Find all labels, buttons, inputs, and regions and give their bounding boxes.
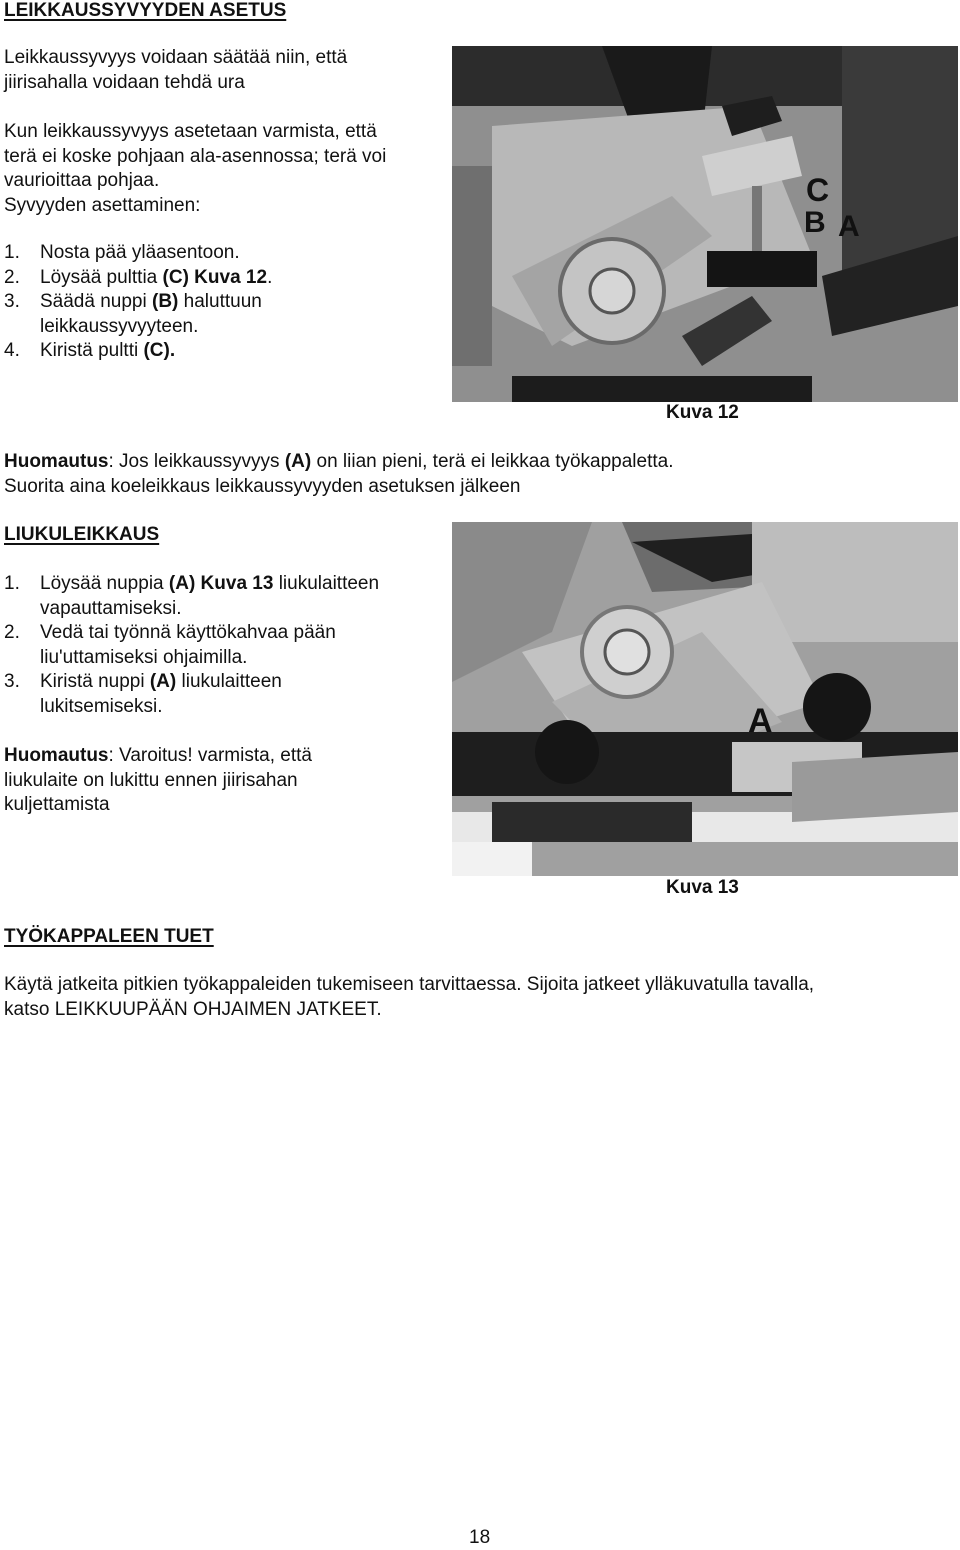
- figure-12-caption: Kuva 12: [666, 402, 739, 423]
- figure-13-label-a: A: [748, 702, 773, 740]
- figure-13-photo: [452, 522, 958, 876]
- section-heading-supports: TYÖKAPPALEEN TUET: [4, 926, 214, 947]
- section-heading-depth: LEIKKAUSSYVYYDEN ASETUS: [4, 0, 287, 21]
- section-heading-sliding: LIUKULEIKKAUS: [4, 524, 160, 545]
- depth-note: Huomautus: Jos leikkaussyvyys (A) on liian pieni, terä ei leikkaa työkappaletta. Suorita aina koeleikkaus leikkaussyvyyden asetuksen jälkeen: [4, 451, 674, 497]
- figure-13-caption: Kuva 13: [666, 877, 739, 898]
- figure-12-label-b: B: [804, 206, 826, 239]
- supports-text: Käytä jatkeita pitkien työkappaleiden tukemiseen tarvittaessa. Sijoita jatkeet ylläkuvatulla tavalla, katso LEIKKUUPÄÄN OHJAIMEN JATKEET.: [4, 974, 815, 1020]
- figure-12-label-a: A: [838, 210, 860, 243]
- depth-info: Kun leikkaussyvyys asetetaan varmista, että terä ei koske pohjaan ala-asennossa; terä voi vaurioittaa pohjaa. Syvyyden asettaminen:: [4, 120, 386, 218]
- depth-steps-list: 1. Nosta pää yläasentoon. 2. Löysää pulttia (C) Kuva 12. 3. Säädä nuppi (B) haluttuun leikkaussyvyyteen. 4. Kiristä pultti (C).: [4, 242, 273, 361]
- figure-12-label-c: C: [806, 172, 830, 208]
- sliding-steps-list: 1. Löysää nuppia (A) Kuva 13 liukulaitteen vapauttamiseksi. 2. Vedä tai työnnä käyttökahvaa pään liu'uttamiseksi ohjaimilla. 3. Kiristä nuppi (A) liukulaitteen lukitsemiseksi.: [4, 573, 380, 717]
- depth-setting-label: Syvyyden asettaminen:: [4, 194, 201, 216]
- figure-12-photo: [452, 46, 958, 402]
- page-number: 18: [469, 1527, 491, 1548]
- sliding-note: Huomautus: Varoitus! varmista, että liukulaite on lukittu ennen jiirisahan kuljettamista: [4, 745, 312, 815]
- depth-intro: Leikkaussyvyys voidaan säätää niin, että jiirisahalla voidaan tehdä ura: [4, 47, 348, 93]
